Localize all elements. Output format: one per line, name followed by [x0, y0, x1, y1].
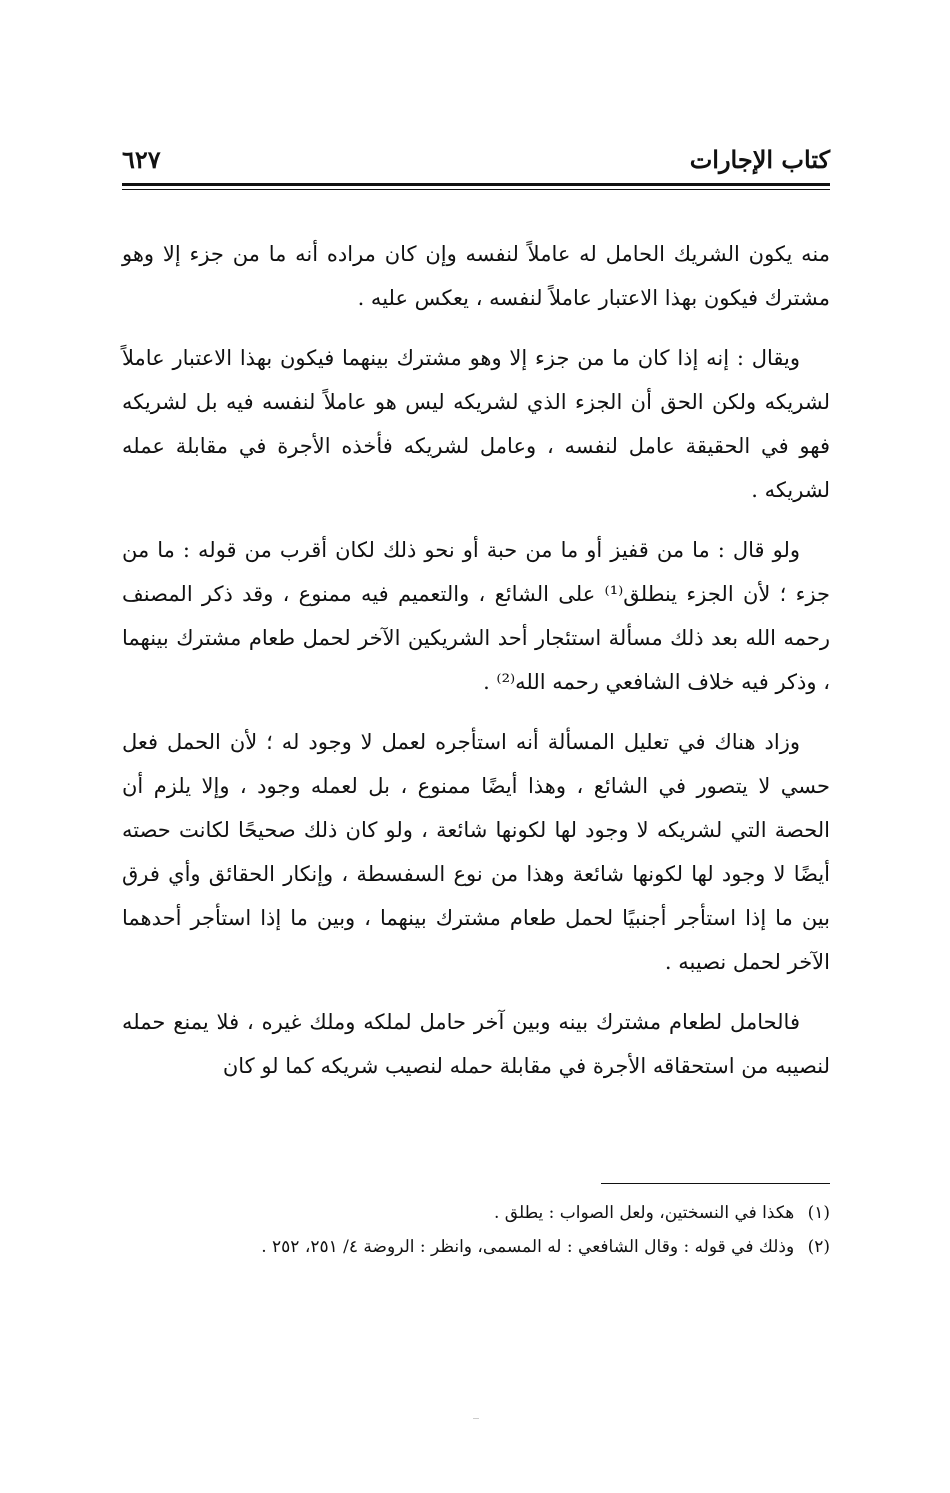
footnote-number: (١)	[807, 1203, 830, 1223]
running-title: كتاب الإجارات	[689, 145, 830, 174]
footnote-separator	[601, 1183, 830, 1184]
footnote-text: هكذا في النسختين، ولعل الصواب : يطلق .	[493, 1203, 795, 1223]
page-header	[122, 145, 830, 181]
footnote	[122, 1196, 830, 1230]
header-rule-thin	[122, 189, 830, 190]
main-text	[122, 232, 830, 1104]
paragraph: ويقال : إنه إذا كان ما من جزء إلا وهو مشترك بينهما فيكون بهذا الاعتبار عاملاً لشريكه ولكن الحق أن الجزء الذي لشريكه ليس هو عاملاً لنفسه فيه بل لشريكه فهو في الحقيقة عامل لنفسه ، وعامل لشريكه فأخذه الأجرة في مقابلة عمله لشريكه .	[122, 346, 830, 502]
footnote-number: (٢)	[807, 1237, 830, 1257]
footnote	[122, 1230, 830, 1264]
scan-mark	[473, 1418, 479, 1419]
header-rule-thick	[122, 183, 830, 186]
paragraph: فالحامل لطعام مشترك بينه وبين آخر حامل لملكه وملك غيره ، فلا يمنع حمله لنصيبه من استحقاقه الأجرة في مقابلة حمله لنصيب شريكه كما لو كان	[122, 1010, 830, 1078]
footnotes	[122, 1196, 830, 1264]
paragraph: وزاد هناك في تعليل المسألة أنه استأجره لعمل لا وجود له ؛ لأن الحمل فعل حسي لا يتصور في الشائع ، وهذا أيضًا ممنوع ، بل لعمله وجود ، وإلا يلزم أن الحصة التي لشريكه لا وجود لها لكونها شائعة ، ولو كان ذلك صحيحًا لكانت حصته أيضًا لا وجود لها لكونها شائعة وهذا من نوع السفسطة ، وإنكار الحقائق وأي فرق بين ما إذا استأجر أجنبيًا لحمل طعام مشترك بينهما ، وبين ما إذا استأجر أحدهما الآخر لحمل نصيبه .	[122, 730, 830, 974]
page-number: ٦٢٧	[122, 145, 161, 174]
paragraph: ولو قال : ما من قفيز أو ما من حبة أو نحو ذلك لكان أقرب من قوله : ما من جزء ؛ لأن الجزء ينطلق⁽¹⁾ على الشائع ، والتعميم فيه ممنوع ، وقد ذكر المصنف رحمه الله بعد ذلك مسألة استئجار أحد الشريكين الآخر لحمل طعام مشترك بينهما ، وذكر فيه خلاف الشافعي رحمه الله⁽²⁾ .	[122, 538, 831, 694]
footnote-text: وذلك في قوله : وقال الشافعي : له المسمى، وانظر : الروضة ٤/ ٢٥١، ٢٥٢ .	[261, 1237, 795, 1257]
paragraph: منه يكون الشريك الحامل له عاملاً لنفسه وإن كان مراده أنه ما من جزء إلا وهو مشترك فيكون بهذا الاعتبار عاملاً لنفسه ، يعكس عليه .	[122, 242, 830, 310]
